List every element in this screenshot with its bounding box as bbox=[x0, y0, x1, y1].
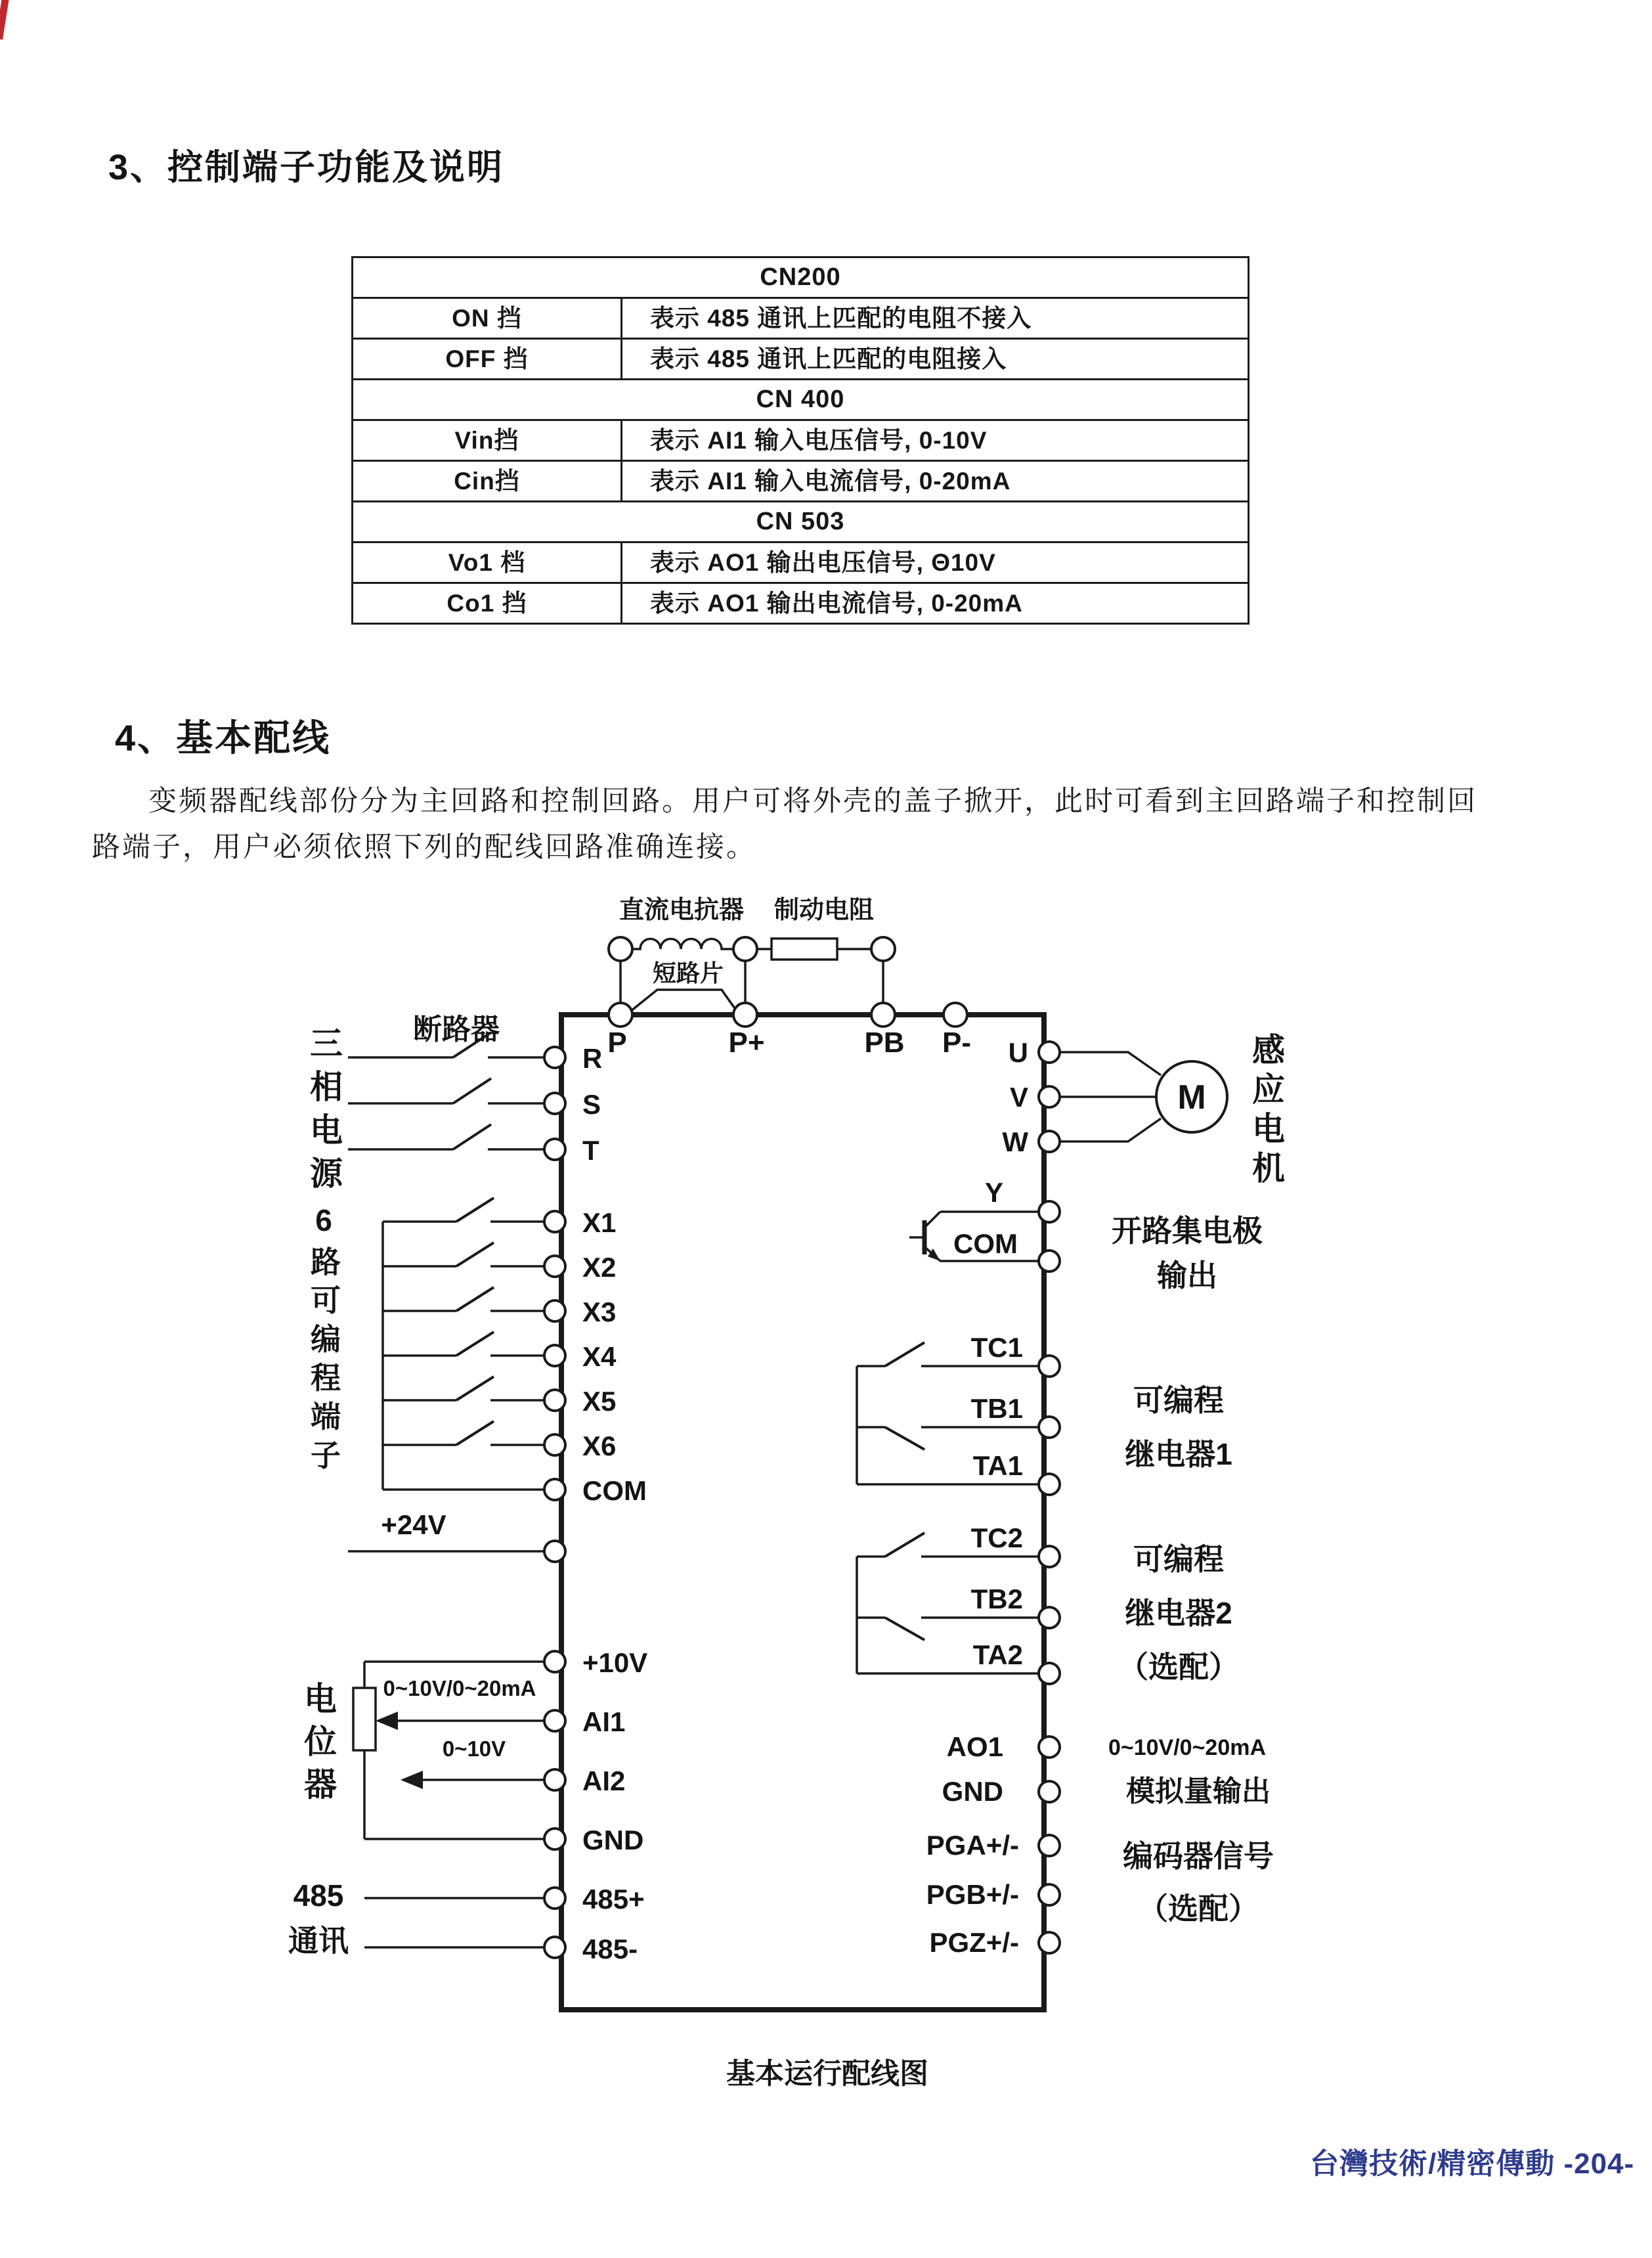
terminal-ta1 bbox=[1039, 1474, 1060, 1495]
label-v: V bbox=[1009, 1082, 1028, 1113]
ai1-arrow bbox=[376, 1712, 398, 1730]
terminal-com-right bbox=[1039, 1251, 1060, 1272]
label-u: U bbox=[1008, 1037, 1028, 1068]
ao1-range-label: 0~10V/0~20mA bbox=[1108, 1735, 1267, 1760]
label-tc2: TC2 bbox=[970, 1522, 1023, 1553]
table-row bbox=[353, 297, 1248, 338]
label-24v: +24V bbox=[381, 1509, 446, 1540]
programmable-terminals-label: 6路可编程端子 bbox=[307, 1203, 341, 1478]
label-ao1: AO1 bbox=[946, 1731, 1003, 1762]
relay2-label-3: （选配） bbox=[1118, 1650, 1239, 1684]
short-piece-label: 短路片 bbox=[652, 960, 724, 986]
label-ta1: TA1 bbox=[972, 1450, 1023, 1481]
label-y: Y bbox=[984, 1177, 1003, 1208]
open-collector-label-1: 开路集电极 bbox=[1112, 1214, 1263, 1248]
terminal-s bbox=[544, 1093, 565, 1114]
table-row bbox=[353, 541, 1248, 582]
section4-heading: 4、基本配线 bbox=[115, 717, 332, 759]
label-w: W bbox=[1002, 1126, 1028, 1157]
induction-motor-label: 感应电机 bbox=[1248, 1032, 1284, 1190]
terminal-t bbox=[544, 1139, 565, 1160]
relay2-label-2: 继电器2 bbox=[1125, 1596, 1232, 1630]
terminal-x3 bbox=[544, 1300, 565, 1321]
terminal-pga bbox=[1039, 1835, 1060, 1856]
label-com-right: COM bbox=[953, 1228, 1018, 1259]
short-piece-symbol bbox=[630, 990, 736, 1011]
terminal-tb1 bbox=[1039, 1417, 1060, 1438]
table-key: Cin挡 bbox=[353, 462, 622, 500]
terminal-pgz bbox=[1039, 1932, 1060, 1953]
terminal-x1 bbox=[544, 1211, 565, 1232]
ai2-range-label: 0~10V bbox=[442, 1737, 506, 1761]
terminal-y bbox=[1039, 1201, 1060, 1222]
label-x6: X6 bbox=[582, 1430, 617, 1461]
three-phase-power-label: 三相电源 bbox=[305, 1026, 342, 1199]
terminal-com-left bbox=[544, 1479, 565, 1500]
table-row bbox=[353, 582, 1248, 623]
relay2-blades bbox=[885, 1533, 924, 1640]
terminal-pminus bbox=[944, 1003, 967, 1027]
label-t: T bbox=[582, 1135, 599, 1166]
terminal-p-upper bbox=[609, 937, 632, 961]
table-key: Co1 挡 bbox=[353, 584, 622, 623]
rs485-comm-line1: 485 bbox=[293, 1878, 344, 1913]
section3-heading: 3、控制端子功能及说明 bbox=[108, 148, 505, 187]
label-ai2: AI2 bbox=[582, 1765, 626, 1796]
terminal-gnd-left bbox=[544, 1828, 565, 1849]
label-pgz: PGZ+/- bbox=[929, 1927, 1019, 1958]
table-row bbox=[353, 460, 1248, 500]
table-desc: 表示 485 通讯上匹配的电阻接入 bbox=[650, 345, 1007, 372]
terminal-pplus-upper bbox=[733, 937, 757, 961]
diagram-lines bbox=[348, 939, 1227, 2010]
terminal-ta2 bbox=[1039, 1663, 1060, 1684]
label-com-left: COM bbox=[582, 1475, 647, 1506]
table-row bbox=[353, 338, 1248, 378]
terminal-pb-upper bbox=[871, 937, 895, 961]
label-p: P bbox=[607, 1027, 627, 1059]
terminal-x4 bbox=[544, 1345, 565, 1366]
body-paragraph-line1: 变频器配线部份分为主回路和控制回路。用户可将外壳的盖子掀开，此时可看到主回路端子和控制回 bbox=[148, 786, 1477, 817]
table-key: Vo1 档 bbox=[353, 543, 622, 582]
label-ai1: AI1 bbox=[582, 1706, 626, 1737]
relay2-label-1: 可编程 bbox=[1133, 1542, 1224, 1576]
terminal-485p bbox=[544, 1888, 565, 1909]
relay1-label-1: 可编程 bbox=[1133, 1383, 1224, 1417]
label-x1: X1 bbox=[582, 1207, 617, 1238]
breaker-switch-blades bbox=[453, 1032, 491, 1149]
table-row bbox=[353, 500, 1248, 541]
terminal-r bbox=[544, 1047, 565, 1068]
body-paragraph-line2: 路端子，用户必须依照下列的配线回路准确连接。 bbox=[92, 831, 756, 863]
label-pgb: PGB+/- bbox=[926, 1879, 1019, 1910]
label-gnd-right: GND bbox=[942, 1776, 1003, 1807]
encoder-label-1: 编码器信号 bbox=[1123, 1839, 1274, 1873]
rs485-comm-label bbox=[279, 1873, 358, 1964]
brake-resistor-symbol bbox=[772, 939, 837, 960]
table-section-cn200: CN200 bbox=[760, 263, 841, 291]
label-tc1: TC1 bbox=[970, 1332, 1023, 1363]
breaker-label: 断路器 bbox=[413, 1013, 500, 1046]
relay1-label-2: 继电器1 bbox=[1125, 1437, 1232, 1471]
table-desc: 表示 AO1 输出电流信号, 0-20mA bbox=[650, 590, 1023, 617]
terminal-pb bbox=[871, 1003, 895, 1027]
x-switch-blades bbox=[456, 1198, 494, 1445]
terminal-ai1 bbox=[544, 1710, 565, 1731]
terminal-u bbox=[1039, 1042, 1060, 1063]
table-section-cn503: CN 503 bbox=[756, 508, 845, 535]
potentiometer-label: 电位器 bbox=[299, 1681, 336, 1809]
encoder-label-2: （选配） bbox=[1138, 1892, 1259, 1926]
terminal-pplus bbox=[733, 1003, 757, 1027]
motor-m: M bbox=[1177, 1078, 1206, 1117]
page-footer: 台灣技術/精密傳動 -204- bbox=[1310, 2148, 1635, 2180]
brake-resistor-label: 制动电阻 bbox=[773, 897, 875, 924]
table-row bbox=[353, 378, 1248, 419]
label-485m: 485- bbox=[582, 1934, 638, 1964]
terminal-v bbox=[1039, 1086, 1060, 1107]
terminal-p bbox=[609, 1003, 632, 1027]
terminal-tc1 bbox=[1039, 1356, 1060, 1377]
relay1-blades bbox=[885, 1342, 924, 1450]
terminal-24v bbox=[544, 1541, 565, 1562]
label-x5: X5 bbox=[582, 1386, 617, 1417]
label-pplus: P+ bbox=[728, 1027, 765, 1059]
wiring-diagram bbox=[263, 874, 1412, 2089]
potentiometer-symbol bbox=[353, 1688, 376, 1750]
label-pminus: P- bbox=[942, 1027, 971, 1059]
rs485-comm-line2: 通讯 bbox=[288, 1924, 349, 1958]
table-desc: 表示 AI1 输入电流信号, 0-20mA bbox=[650, 468, 1011, 495]
terminal-ai2 bbox=[544, 1769, 565, 1790]
terminal-w bbox=[1039, 1131, 1060, 1152]
switch-table bbox=[351, 256, 1250, 625]
label-x2: X2 bbox=[582, 1252, 617, 1283]
scan-red-mark bbox=[0, 0, 9, 39]
table-row bbox=[353, 419, 1248, 460]
label-r: R bbox=[582, 1043, 603, 1074]
terminal-tb2 bbox=[1039, 1607, 1060, 1628]
ai1-range-label: 0~10V/0~20mA bbox=[383, 1676, 536, 1700]
ai2-arrow bbox=[401, 1771, 423, 1789]
label-ta2: TA2 bbox=[972, 1639, 1023, 1670]
terminal-gnd-right bbox=[1039, 1781, 1060, 1802]
dc-reactor-label: 直流电抗器 bbox=[619, 897, 745, 924]
table-section-cn400: CN 400 bbox=[756, 386, 845, 413]
diagram-caption: 基本运行配线图 bbox=[726, 2058, 928, 2089]
terminal-10v bbox=[544, 1651, 565, 1672]
label-tb1: TB1 bbox=[970, 1393, 1023, 1424]
label-pga: PGA+/- bbox=[926, 1830, 1019, 1861]
label-10v: +10V bbox=[582, 1647, 648, 1678]
dc-reactor-coil bbox=[632, 939, 733, 950]
terminal-x2 bbox=[544, 1256, 565, 1277]
table-key: OFF 挡 bbox=[353, 340, 622, 378]
arrowheads bbox=[376, 1249, 940, 1789]
terminal-tc2 bbox=[1039, 1546, 1060, 1567]
terminal-x5 bbox=[544, 1390, 565, 1411]
terminal-ao1 bbox=[1039, 1737, 1060, 1758]
table-key: Vin挡 bbox=[353, 421, 622, 460]
terminal-485m bbox=[544, 1937, 565, 1958]
label-485p: 485+ bbox=[582, 1884, 645, 1915]
label-x3: X3 bbox=[582, 1296, 617, 1327]
analog-output-label: 模拟量输出 bbox=[1126, 1775, 1271, 1807]
label-s: S bbox=[582, 1089, 601, 1120]
label-x4: X4 bbox=[582, 1341, 617, 1372]
terminal-pgb bbox=[1039, 1884, 1060, 1905]
label-tb2: TB2 bbox=[970, 1583, 1023, 1614]
table-desc: 表示 AO1 输出电压信号, Θ10V bbox=[650, 549, 996, 576]
open-collector-label-2: 输出 bbox=[1157, 1258, 1217, 1293]
table-desc: 表示 AI1 输入电压信号, 0-10V bbox=[650, 427, 988, 454]
table-row bbox=[353, 258, 1248, 297]
label-pb: PB bbox=[864, 1027, 905, 1059]
table-key: ON 挡 bbox=[353, 299, 622, 338]
terminal-x6 bbox=[544, 1434, 565, 1455]
table-desc: 表示 485 通讯上匹配的电阻不接入 bbox=[650, 305, 1032, 332]
label-gnd-left: GND bbox=[582, 1825, 644, 1855]
